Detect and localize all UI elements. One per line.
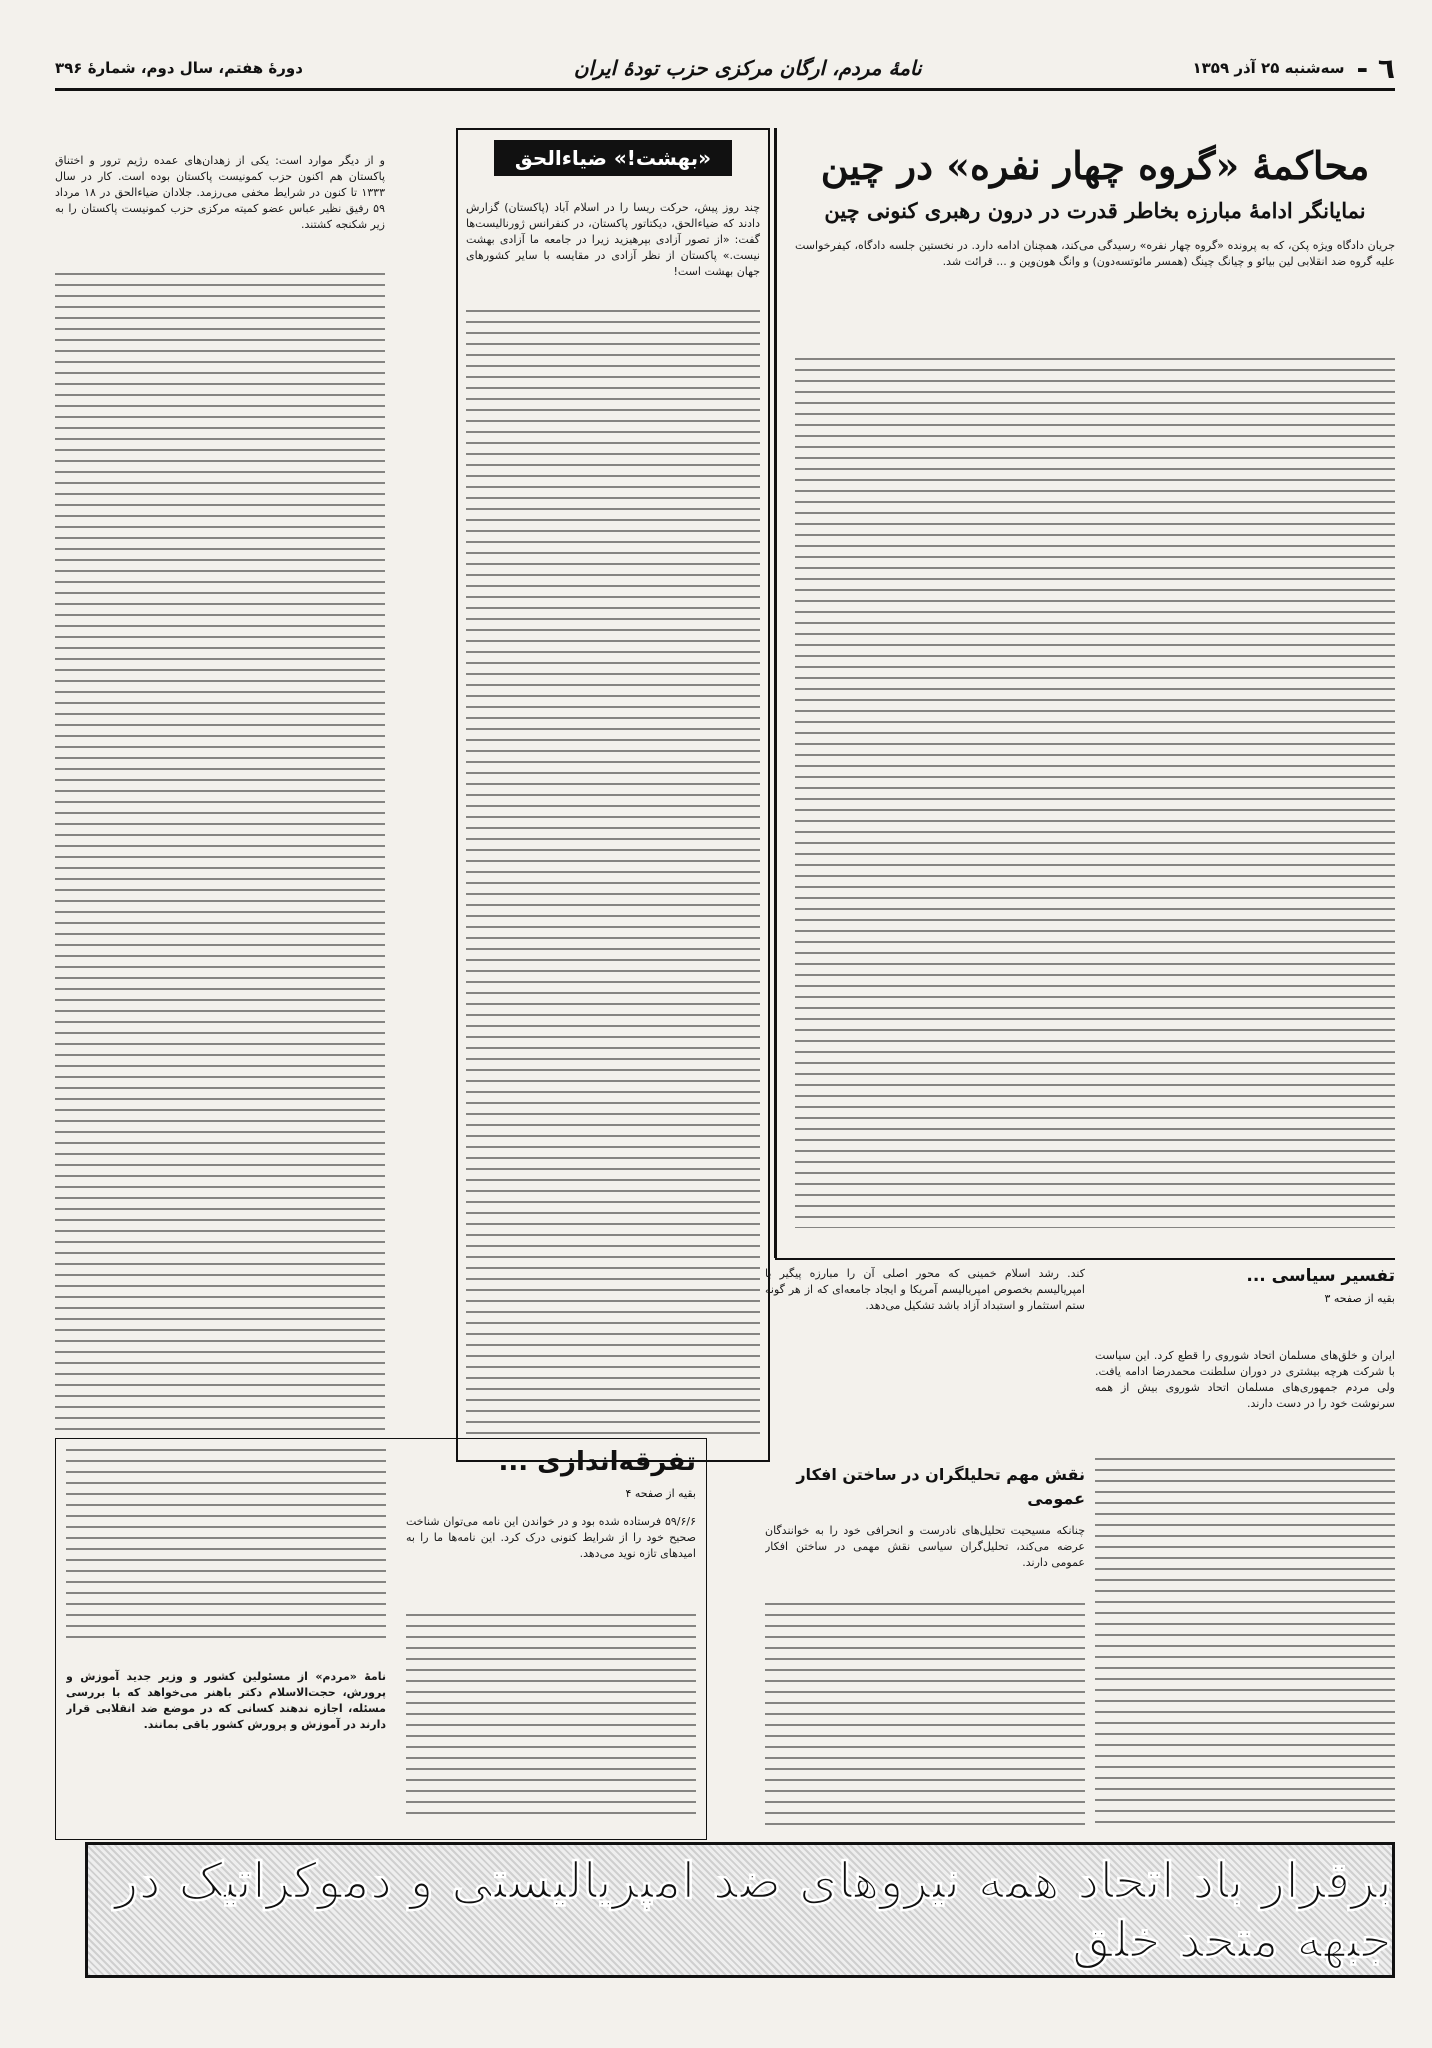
slogan-text: برقرار باد اتحاد همه نیروهای ضد امپریالیستی و دموکراتیک در جبهه متحد خلق	[114, 1851, 1392, 1969]
masthead	[55, 48, 1395, 91]
right-bottom-text: کند. رشد اسلام خمینی که محور اصلی آن را مبارزه پیگیر با امپریالیسم بخصوص امپریالیسم آمریکا و ایجاد جامعه‌ای که از هر گونه ستم استثمار و استبداد آزاد باشد تشکیل می‌دهد.	[765, 1267, 1085, 1312]
left-column-body	[55, 273, 385, 1433]
tafsir-title: تفسیر سیاسی ...	[1246, 1266, 1395, 1286]
tafrigheh-box	[55, 1438, 707, 1840]
column-box	[456, 128, 770, 1462]
tafrigheh-left-body	[66, 1449, 386, 1649]
main-article-title: محاکمۀ «گروه چهار نفره» در چین	[820, 143, 1370, 188]
tafrigheh-body	[406, 1614, 696, 1829]
tafrigheh-continued: بقیه از صفحه ۴	[625, 1487, 696, 1500]
tafsir-continued: بقیه از صفحه ۳	[1324, 1292, 1395, 1305]
tafrigheh-text: ۵۹/۶/۶ فرستاده شده بود و در خواندن این نامه می‌توان شناخت صحیح خود را از شرایط کنونی درک کرد. این نامه‌ها ما را به امیدهای تازه نوید می‌دهد.	[406, 1515, 696, 1560]
main-article-body	[795, 358, 1395, 1228]
tafrigheh-title: تفرقه‌اندازی ...	[498, 1447, 696, 1477]
main-article-lead: جریان دادگاه ویژه پکن، که به پرونده «گروه چهار نفره» رسیدگی می‌کند، همچنان ادامه دارد. در نخستین جلسه دادگاه، کیفرخواست علیه گروه ضد انقلابی لین بیائو و چیانگ چینگ (همسر مائوتسه‌دون) و وانگ هون‌وین و ... قرائت شد.	[795, 239, 1395, 268]
column-box-text: چند روز پیش، حرکت ریسا را در اسلام آباد (پاکستان) گزارش دادند که ضیاءالحق، دیکتاتور پاکستان، در کنفرانس ژورنالیست‌ها گفت: «از تصور آزادی بپرهیزید زیرا در جامعه ما آزادی بهشت نیست.» پاکستان از نظر آزادی در مقایسه با سایر کشورهای جهان بهشت است!	[466, 201, 760, 278]
issue-date: سه‌شنبه ۲۵ آذر ۱۳۵۹	[1192, 59, 1345, 77]
page-number: ٦ -	[1356, 51, 1395, 85]
paper-name: نامۀ مردم، ارگان مرکزی حزب تودۀ ایران	[573, 56, 922, 80]
analysts-text: چنانکه مسیحیت تحلیل‌های نادرست و انحرافی خود را به خوانندگان عرضه می‌کند، تحلیل‌گران سیاسی نقش مهمی در ساختن افکار عمومی دارند.	[765, 1524, 1085, 1569]
analysts-title: نقش مهم تحلیلگران در ساختن افکار عمومی	[796, 1465, 1085, 1508]
main-article-subtitle: نمایانگر ادامۀ مبارزه بخاطر قدرت در درون رهبری کنونی چین	[824, 198, 1366, 223]
tafsir-text: ایران و خلق‌های مسلمان اتحاد شوروی را قطع کرد. این سیاست با شرکت هرچه بیشتری در دوران سلطنت محمدرضا ادامه یافت. ولی مردم جمهوری‌های مسلمان اتحاد شوروی بیش از همه سرنوشت خود را در دست دارند.	[1095, 1349, 1395, 1410]
issue-number: دورۀ هفتم، سال دوم، شمارۀ ۳۹۶	[55, 59, 303, 77]
left-column-text: و از دیگر موارد است: یکی از زهدان‌های عمده رژیم ترور و اختناق پاکستان هم اکنون حزب کمونیست پاکستان بوده است. کار در سال ۱۳۳۳ تا کنون در شرایط مخفی می‌رزمد. جلادان ضیاءالحق در ۱۸ مرداد ۵۹ رفیق نظیر عباس عضو کمیته مرکزی حزب کمونیست پاکستان را به زیر شکنجه کشتند.	[55, 154, 385, 231]
newspaper-page	[55, 48, 1395, 1978]
analysts-body	[765, 1603, 1085, 1838]
tafsir-body	[1095, 1458, 1395, 1838]
reader-note: نامۀ «مردم» از مسئولین کشور و وزیر جدید آموزش و پرورش، حجت‌الاسلام دکتر باهنر می‌خواهد که با بررسی مسئله، اجازه ندهند کسانی که در موضع ضد انقلابی قرار دارند در آموزش و پرورش کشور باقی بمانند.	[66, 1670, 386, 1731]
column-rule	[774, 128, 777, 1258]
slogan-banner	[85, 1842, 1395, 1978]
column-box-body	[466, 310, 760, 1440]
section-rule	[775, 1258, 1395, 1260]
column-box-title: «بهشت!» ضیاءالحق	[494, 140, 732, 176]
